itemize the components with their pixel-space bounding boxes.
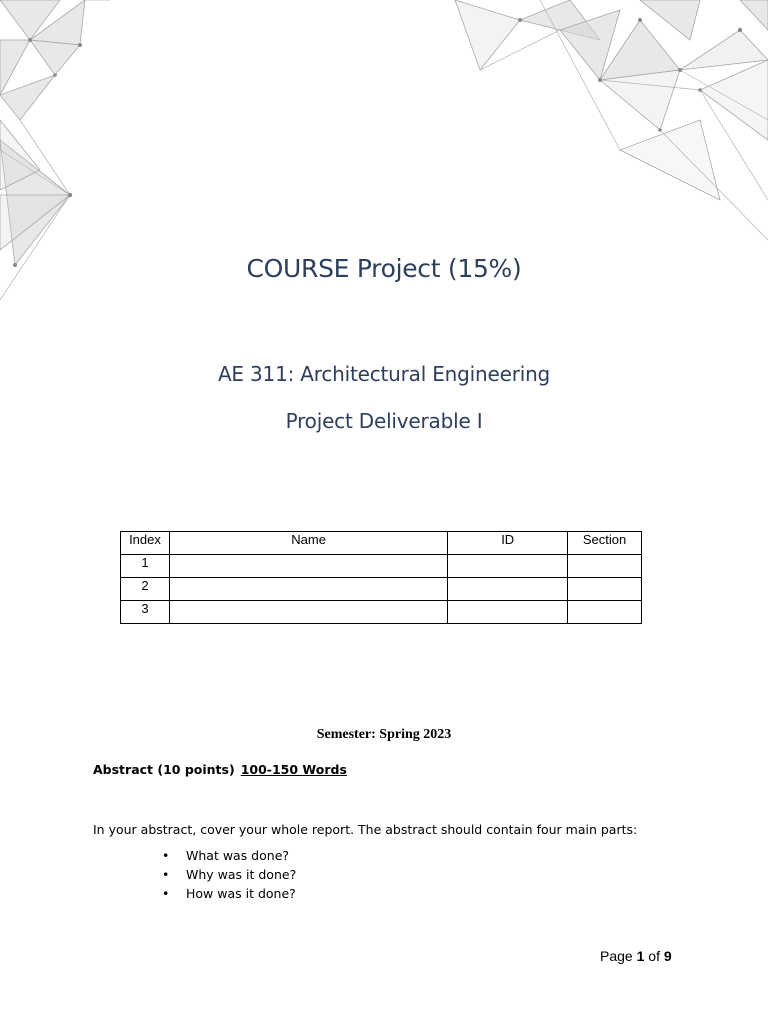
cell-section[interactable] xyxy=(568,601,642,624)
column-header-name: Name xyxy=(169,532,447,555)
cell-index: 3 xyxy=(121,601,170,624)
members-table xyxy=(120,531,642,624)
cell-id[interactable] xyxy=(448,578,568,601)
abstract-word-limit: 100-150 Words xyxy=(240,762,347,777)
column-header-index: Index xyxy=(121,532,170,555)
cell-index: 1 xyxy=(121,555,170,578)
of-label: of xyxy=(648,948,660,964)
table-row xyxy=(121,555,642,578)
cell-name[interactable] xyxy=(169,601,447,624)
abstract-heading xyxy=(93,762,347,777)
cell-id[interactable] xyxy=(448,601,568,624)
course-title: AE 311: Architectural Engineering xyxy=(217,362,551,386)
cell-name[interactable] xyxy=(169,555,447,578)
bullet-icon: • xyxy=(162,867,170,882)
page-number xyxy=(600,948,672,964)
page-label: Page xyxy=(600,948,633,964)
table-row xyxy=(121,578,642,601)
current-page: 1 xyxy=(636,948,645,964)
document-title: COURSE Project (15%) xyxy=(246,254,522,283)
table-header-row xyxy=(121,532,642,555)
deliverable-title: Project Deliverable I xyxy=(285,409,483,433)
bullet-icon: • xyxy=(162,848,170,863)
list-item-text: What was done? xyxy=(186,848,290,863)
cell-section[interactable] xyxy=(568,555,642,578)
abstract-heading-label: Abstract (10 points) xyxy=(93,762,235,777)
list-item xyxy=(150,847,296,866)
table-row xyxy=(121,601,642,624)
list-item xyxy=(150,885,296,904)
abstract-parts-list xyxy=(150,847,296,904)
semester-label: Semester: Spring 2023 xyxy=(316,727,452,742)
abstract-instruction: In your abstract, cover your whole report. The abstract should contain four main parts: xyxy=(93,822,638,837)
cell-section[interactable] xyxy=(568,578,642,601)
bullet-icon: • xyxy=(162,886,170,901)
column-header-section: Section xyxy=(568,532,642,555)
list-item-text: How was it done? xyxy=(186,886,296,901)
cell-id[interactable] xyxy=(448,555,568,578)
list-item xyxy=(150,866,296,885)
cell-name[interactable] xyxy=(169,578,447,601)
total-pages: 9 xyxy=(663,948,672,964)
cell-index: 2 xyxy=(121,578,170,601)
column-header-id: ID xyxy=(448,532,568,555)
list-item-text: Why was it done? xyxy=(186,867,297,882)
